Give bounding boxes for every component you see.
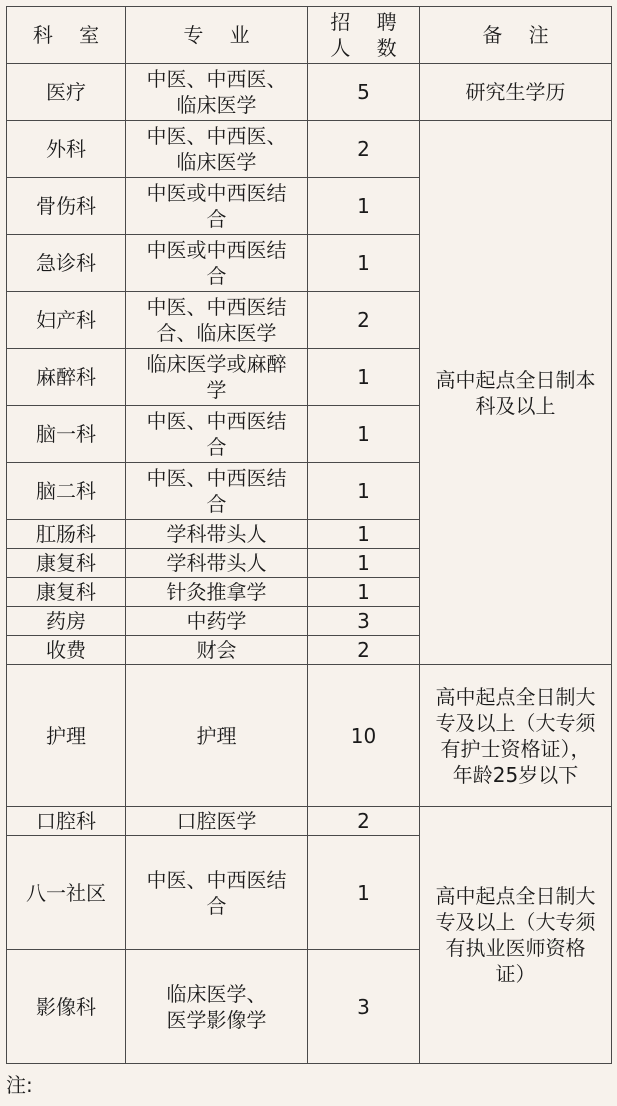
count-cell: 1 xyxy=(308,235,420,292)
count-cell: 1 xyxy=(308,836,420,950)
major-cell: 中医或中西医结 合 xyxy=(126,178,308,235)
dept-cell: 八一社区 xyxy=(7,836,126,950)
dept-cell: 康复科 xyxy=(7,578,126,607)
major-cell: 中医、中西医结 合 xyxy=(126,463,308,520)
footnote-label: 注: xyxy=(6,1073,33,1097)
header-count: 招 聘 人 数 xyxy=(308,7,420,64)
dept-cell: 肛肠科 xyxy=(7,520,126,549)
count-cell: 1 xyxy=(308,406,420,463)
count-cell: 2 xyxy=(308,807,420,836)
dept-cell: 医疗 xyxy=(7,64,126,121)
recruitment-table xyxy=(6,6,612,1064)
dept-cell: 脑一科 xyxy=(7,406,126,463)
count-cell: 2 xyxy=(308,292,420,349)
dept-cell: 康复科 xyxy=(7,549,126,578)
remark-cell: 高中起点全日制本 科及以上 xyxy=(420,121,612,665)
dept-cell: 急诊科 xyxy=(7,235,126,292)
table-row xyxy=(7,665,612,807)
count-cell: 2 xyxy=(308,121,420,178)
count-cell: 5 xyxy=(308,64,420,121)
dept-cell: 收费 xyxy=(7,636,126,665)
major-cell: 中医、中西医、 临床医学 xyxy=(126,121,308,178)
count-cell: 1 xyxy=(308,178,420,235)
header-row xyxy=(7,7,612,64)
count-cell: 1 xyxy=(308,463,420,520)
dept-cell: 麻醉科 xyxy=(7,349,126,406)
major-cell: 中药学 xyxy=(126,607,308,636)
table-row xyxy=(7,64,612,121)
dept-cell: 骨伤科 xyxy=(7,178,126,235)
dept-cell: 脑二科 xyxy=(7,463,126,520)
major-cell: 学科带头人 xyxy=(126,520,308,549)
dept-cell: 药房 xyxy=(7,607,126,636)
count-cell: 3 xyxy=(308,607,420,636)
count-cell: 3 xyxy=(308,950,420,1064)
major-cell: 中医、中西医结 合、临床医学 xyxy=(126,292,308,349)
dept-cell: 妇产科 xyxy=(7,292,126,349)
header-remark: 备 注 xyxy=(420,7,612,64)
major-cell: 中医、中西医结 合 xyxy=(126,836,308,950)
table-row xyxy=(7,807,612,836)
dept-cell: 外科 xyxy=(7,121,126,178)
table-row xyxy=(7,121,612,178)
count-cell: 1 xyxy=(308,549,420,578)
major-cell: 口腔医学 xyxy=(126,807,308,836)
count-cell: 10 xyxy=(308,665,420,807)
dept-cell: 护理 xyxy=(7,665,126,807)
major-cell: 学科带头人 xyxy=(126,549,308,578)
dept-cell: 口腔科 xyxy=(7,807,126,836)
count-cell: 1 xyxy=(308,520,420,549)
remark-cell: 高中起点全日制大 专及以上（大专须 有执业医师资格 证） xyxy=(420,807,612,1064)
major-cell: 中医、中西医、 临床医学 xyxy=(126,64,308,121)
dept-cell: 影像科 xyxy=(7,950,126,1064)
header-major: 专 业 xyxy=(126,7,308,64)
count-cell: 1 xyxy=(308,349,420,406)
header-dept: 科 室 xyxy=(7,7,126,64)
remark-cell: 高中起点全日制大 专及以上（大专须 有护士资格证）， 年龄25岁以下 xyxy=(420,665,612,807)
count-cell: 1 xyxy=(308,578,420,607)
major-cell: 针灸推拿学 xyxy=(126,578,308,607)
major-cell: 中医或中西医结 合 xyxy=(126,235,308,292)
count-cell: 2 xyxy=(308,636,420,665)
major-cell: 中医、中西医结 合 xyxy=(126,406,308,463)
major-cell: 临床医学、 医学影像学 xyxy=(126,950,308,1064)
remark-cell: 研究生学历 xyxy=(420,64,612,121)
major-cell: 临床医学或麻醉 学 xyxy=(126,349,308,406)
major-cell: 护理 xyxy=(126,665,308,807)
major-cell: 财会 xyxy=(126,636,308,665)
